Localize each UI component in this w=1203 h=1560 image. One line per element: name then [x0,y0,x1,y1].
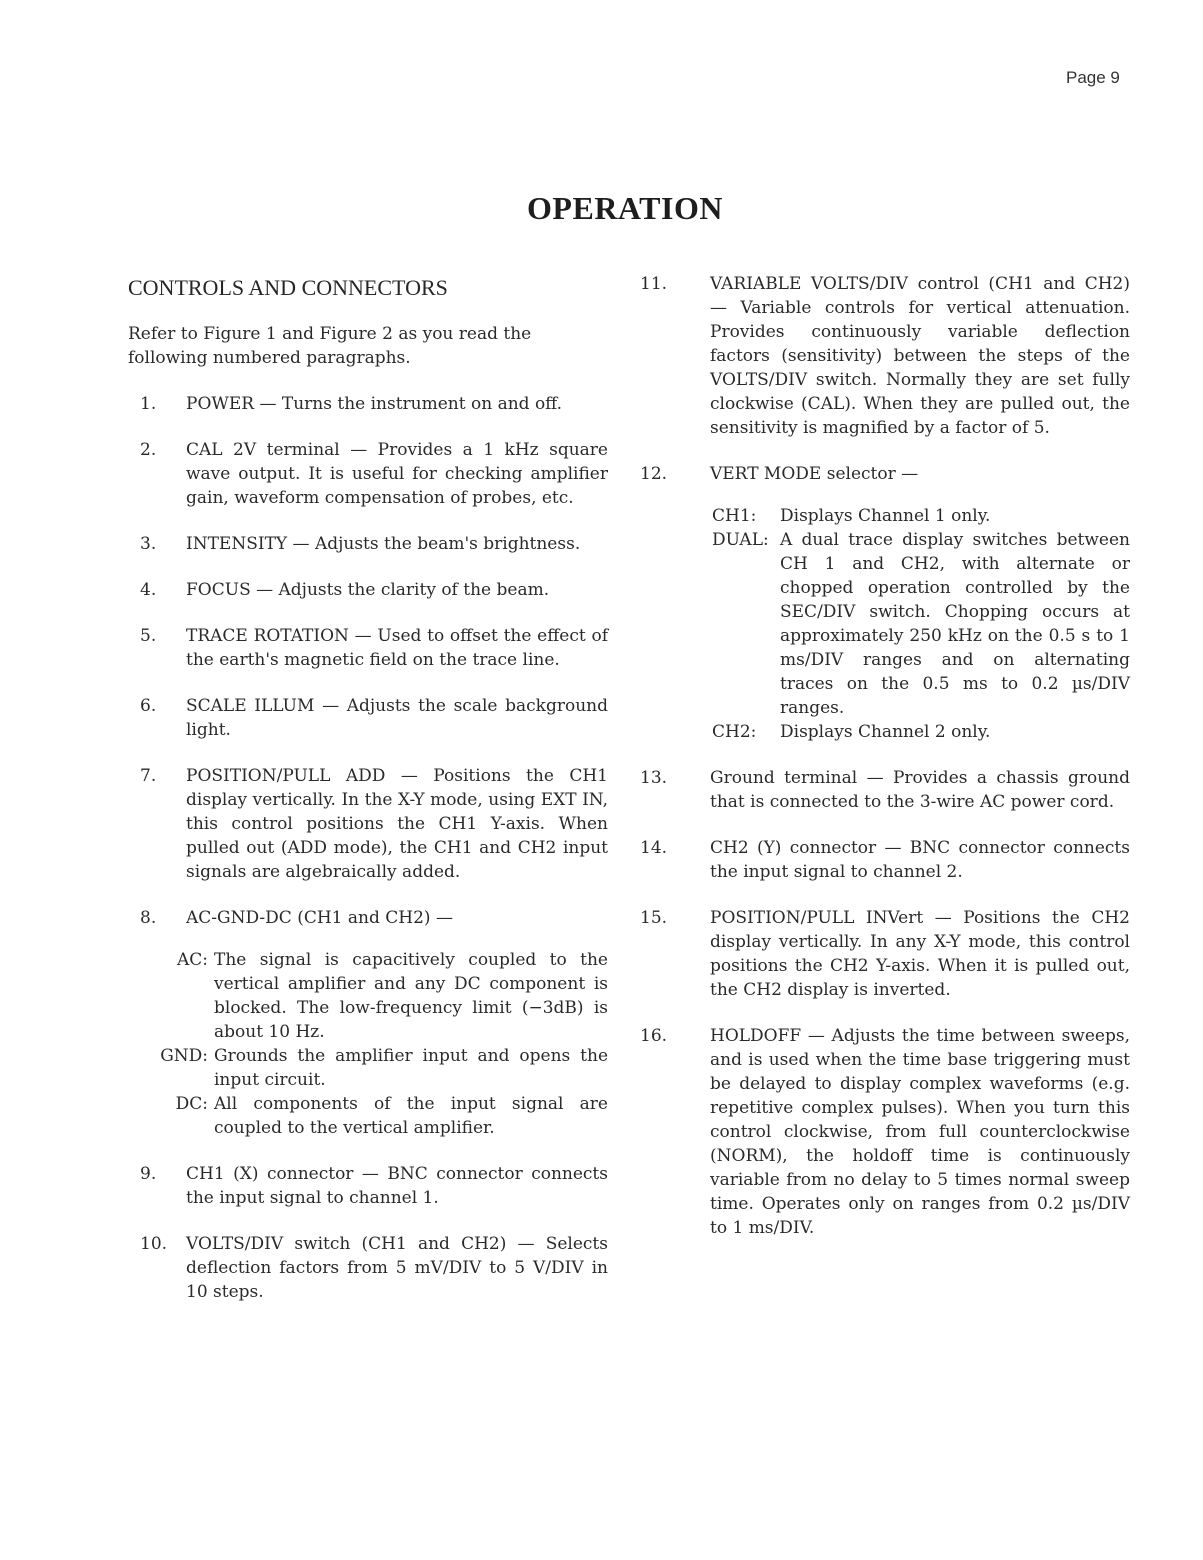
list-item [640,906,1130,1002]
sub-item [710,720,1130,744]
sub-item [710,528,1130,720]
item-number: 11. [640,274,668,294]
item-text: POWER — Turns the instrument on and off. [186,394,563,414]
item-text: CH2 (Y) connector — BNC connector connects the input signal to channel 2. [710,838,1130,882]
sub-definition: A dual trace display switches between CH 1 and CH2, with alternate or chopped operation controlled by the SEC/DIV switch. Chopping occurs at approximately 250 kHz on the 0.5 s to 1 ms/DIV ranges and on alternating traces on the 0.5 ms to 0.2 µs/DIV ranges. [780,530,1130,718]
list-item [128,906,608,1140]
list-item [640,462,1130,744]
list-item [128,438,608,510]
sub-list [156,948,608,1140]
list-item [128,694,608,742]
sub-item [156,1044,608,1092]
sub-item [156,1092,608,1140]
item-number: 9. [140,1164,157,1184]
list-item [640,836,1130,884]
item-text: FOCUS — Adjusts the clarity of the beam. [186,580,550,600]
sub-definition: All components of the input signal are coupled to the vertical amplifier. [214,1094,608,1138]
item-number: 7. [140,766,157,786]
item-number: 13. [640,768,668,788]
item-text: CAL 2V terminal — Provides a 1 kHz square wave output. It is useful for checking amplifier gain, waveform compensation of probes, etc. [186,440,608,508]
sub-term: DC: [175,1094,208,1114]
sub-definition: Grounds the amplifier input and opens the input circuit. [214,1046,608,1090]
intro-paragraph: Refer to Figure 1 and Figure 2 as you read the following numbered paragraphs. [128,324,532,368]
item-text: VERT MODE selector — [710,464,919,484]
sub-term: AC: [176,950,208,970]
item-number: 16. [640,1026,668,1046]
list-item [640,766,1130,814]
list-item [128,532,608,556]
list-item [128,392,608,416]
sub-term: DUAL: [712,530,769,550]
list-item [128,764,608,884]
item-number: 12. [640,464,668,484]
section-heading: CONTROLS AND CONNECTORS [128,275,448,300]
sub-definition: Displays Channel 1 only. [780,506,991,526]
item-number: 10. [140,1234,168,1254]
item-number: 3. [140,534,157,554]
item-number: 4. [140,580,157,600]
page-title: OPERATION [527,190,723,226]
item-text: POSITION/PULL ADD — Positions the CH1 display vertically. In the X-Y mode, using EXT IN, this control positions the CH1 Y-axis. When pulled out (ADD mode), the CH1 and CH2 input signals are algebraically added. [186,766,608,882]
item-number: 2. [140,440,157,460]
sub-item [156,948,608,1044]
item-text: INTENSITY — Adjusts the beam's brightness. [186,534,581,554]
list-item [640,272,1130,440]
item-text: AC-GND-DC (CH1 and CH2) — [186,908,453,928]
item-number: 14. [640,838,668,858]
sub-term: GND: [160,1046,208,1066]
sub-term: CH1: [712,506,757,526]
sub-term: CH2: [712,722,757,742]
item-text: VARIABLE VOLTS/DIV control (CH1 and CH2) — Variable controls for vertical attenuation. Provides continuously variable deflection factors (sensitivity) between the steps of the VOLTS/DIV switch. Normally they are set fully clockwise (CAL). When they are pulled out, the sensitivity is magnified by a factor of 5. [710,274,1130,438]
item-number: 5. [140,626,157,646]
sub-list [710,504,1130,744]
right-column [640,272,1130,1262]
list-item [640,1024,1130,1240]
left-column [128,272,608,1326]
list-item [128,1232,608,1304]
item-text: Ground terminal — Provides a chassis ground that is connected to the 3-wire AC power cord. [710,768,1130,812]
item-number: 15. [640,908,668,928]
item-text: SCALE ILLUM — Adjusts the scale background light. [186,696,608,740]
sub-item [710,504,1130,528]
item-number: 6. [140,696,157,716]
item-text: POSITION/PULL INVert — Positions the CH2 display vertically. In any X-Y mode, this control positions the CH2 Y-axis. When it is pulled out, the CH2 display is inverted. [710,908,1130,1000]
sub-definition: The signal is capacitively coupled to the vertical amplifier and any DC component is blocked. The low-frequency limit (−3dB) is about 10 Hz. [214,950,608,1042]
page-number: Page 9 [1066,68,1120,87]
list-item [128,1162,608,1210]
list-item [128,578,608,602]
item-text: TRACE ROTATION — Used to offset the effect of the earth's magnetic field on the trace line. [186,626,608,670]
item-text: CH1 (X) connector — BNC connector connects the input signal to channel 1. [186,1164,608,1208]
list-item [128,624,608,672]
item-text: HOLDOFF — Adjusts the time between sweeps, and is used when the time base triggering must be delayed to display complex waveforms (e.g. repetitive complex pulses). When you turn this control clockwise, from full counterclockwise (NORM), the holdoff time is continuously variable from no delay to 5 times normal sweep time. Operates only on ranges from 0.2 µs/DIV to 1 ms/DIV. [710,1026,1130,1238]
item-number: 8. [140,908,157,928]
item-text: VOLTS/DIV switch (CH1 and CH2) — Selects deflection factors from 5 mV/DIV to 5 V/DIV in 10 steps. [186,1234,608,1302]
sub-definition: Displays Channel 2 only. [780,722,991,742]
item-number: 1. [140,394,157,414]
